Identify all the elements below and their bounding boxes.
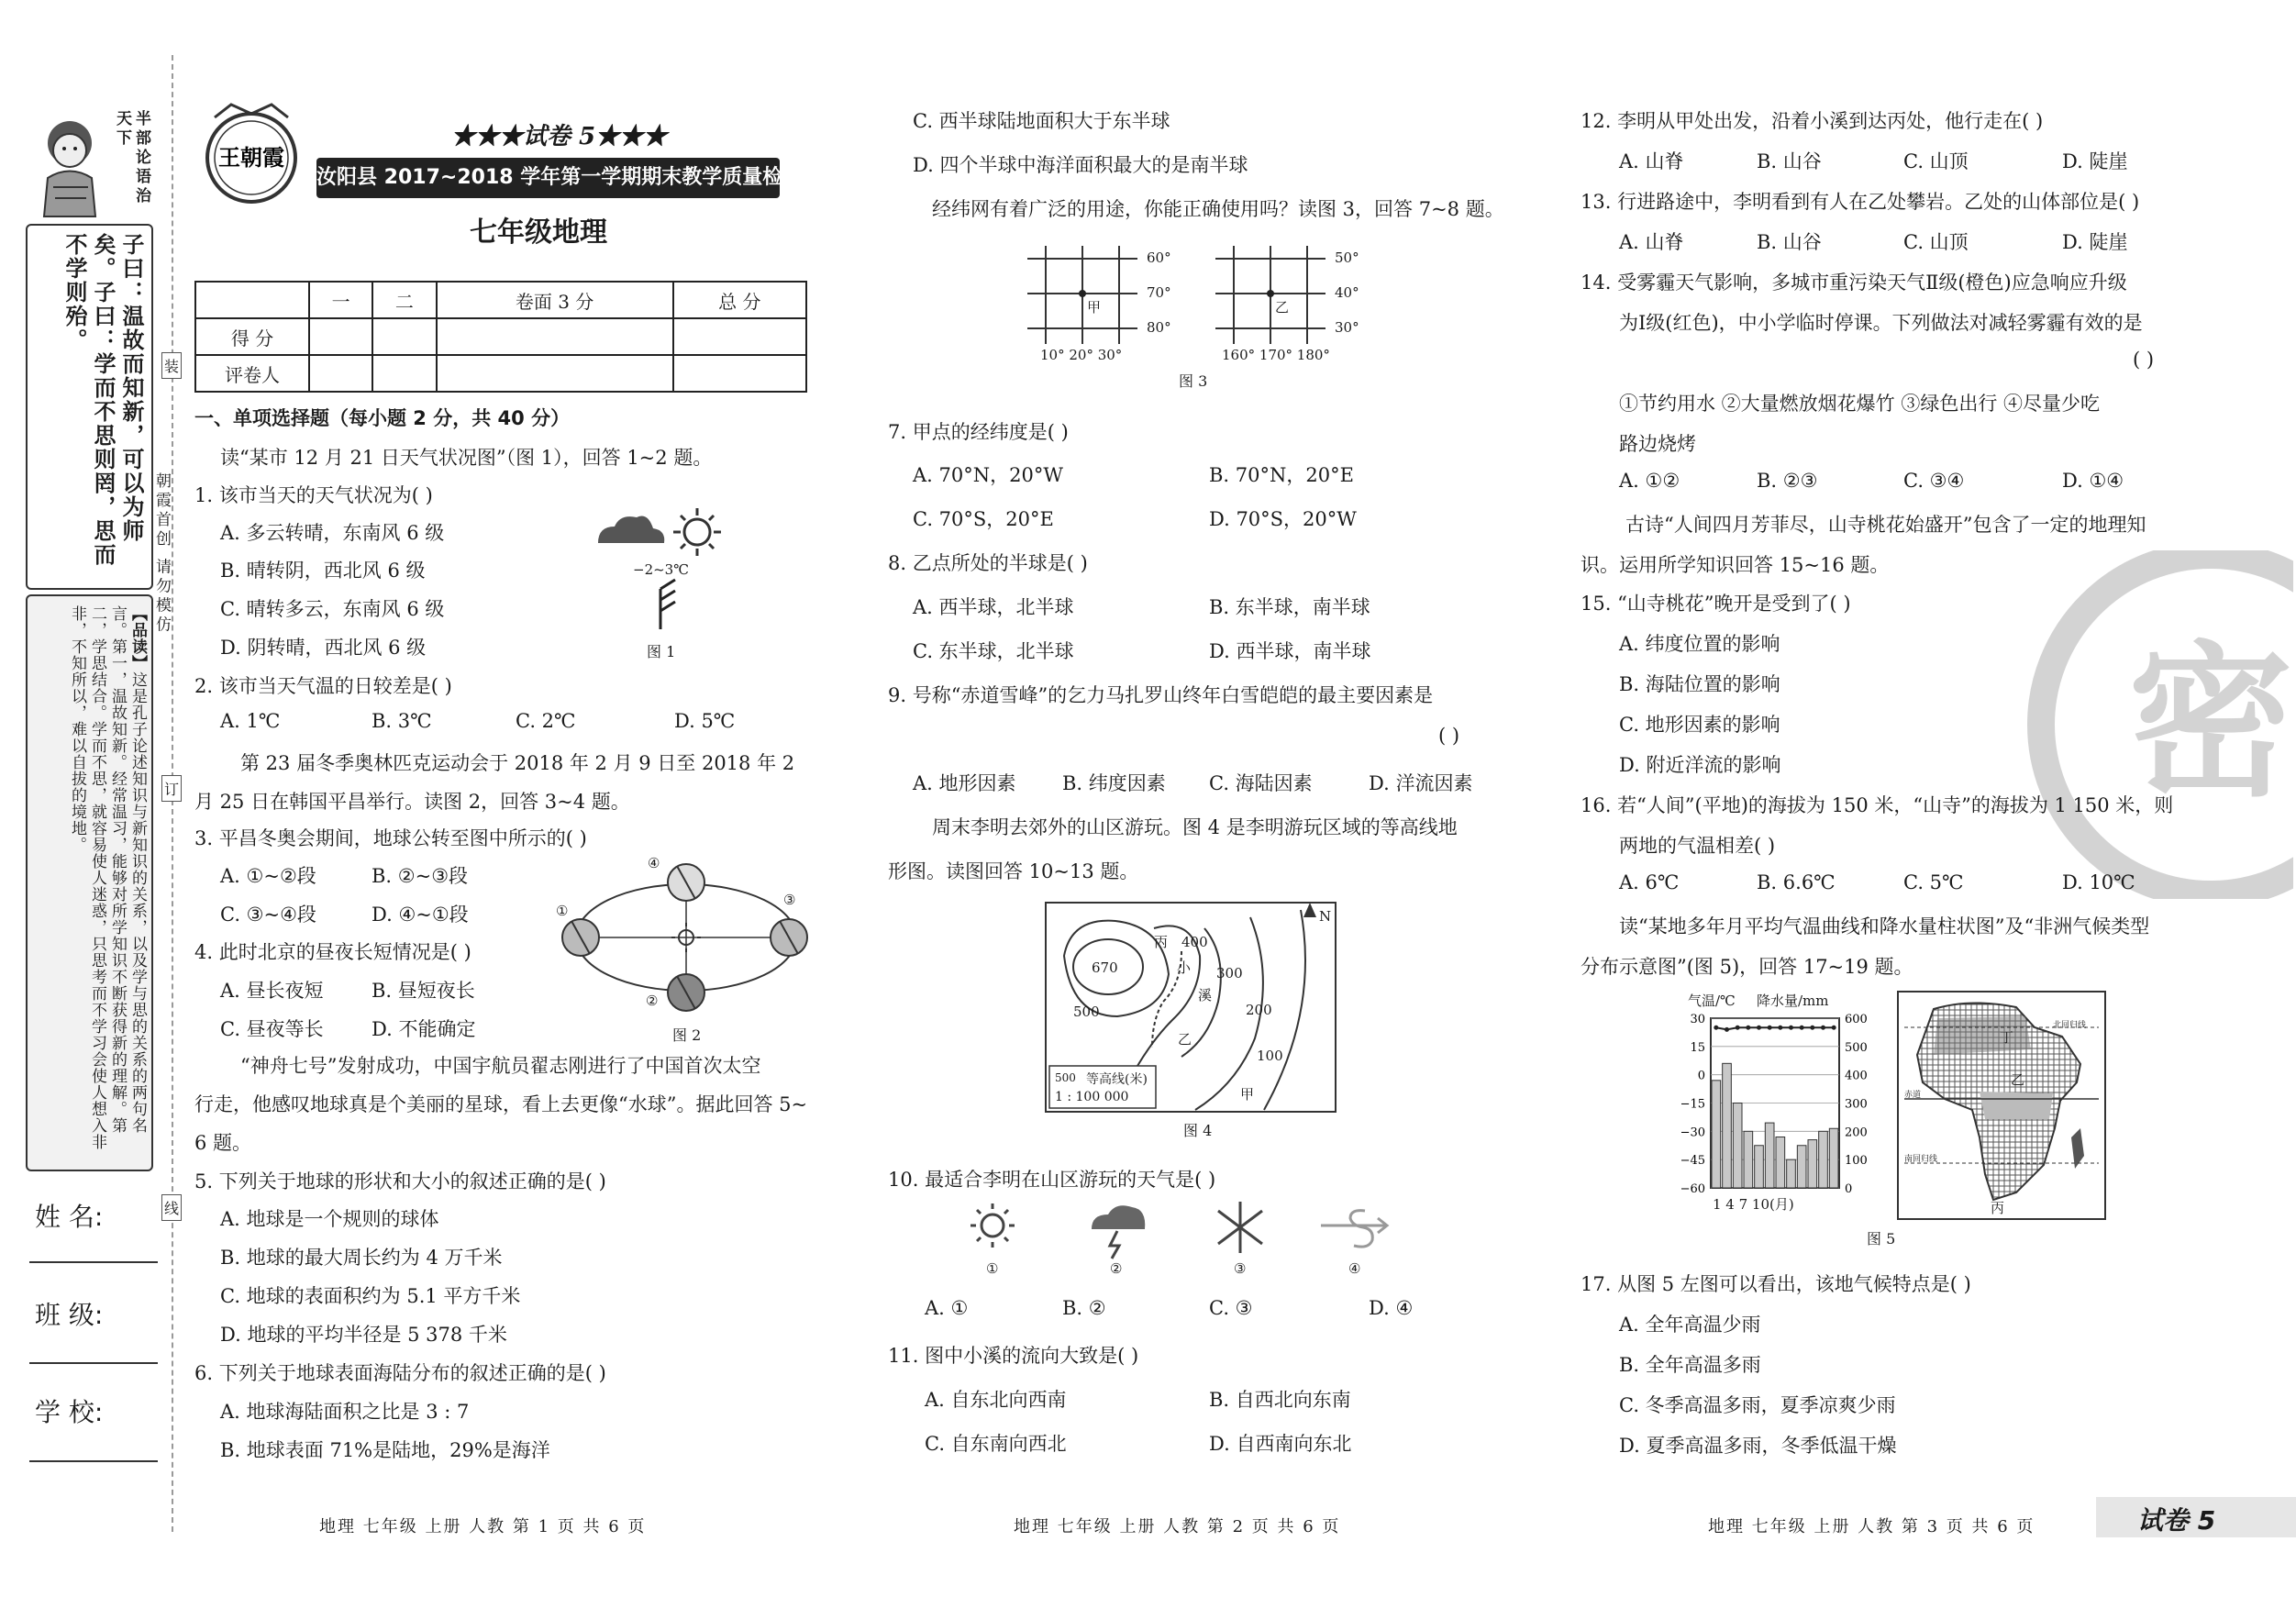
q16-option-c[interactable]: C. 5℃ [1903, 871, 1964, 893]
q16-option-a[interactable]: A. 6℃ [1619, 871, 1680, 893]
temperature-point [1832, 1026, 1836, 1030]
q7-option-c[interactable]: C. 70°S，20°E [913, 508, 1054, 530]
q12: 12. 李明从甲处出发，沿着小溪到达丙处，他行走在( ) [1581, 110, 2044, 132]
score-cell[interactable] [437, 318, 673, 355]
right-tick-label: 200 [1845, 1126, 1868, 1140]
fig3-lat-80: 80° [1147, 319, 1171, 336]
q1: 1. 该市当天的天气状况为( ) [194, 484, 433, 506]
q7-option-a[interactable]: A. 70°N，20°W [913, 464, 1063, 486]
fig3-lon-right: 160° 170° 180° [1222, 347, 1330, 363]
page-footer-2: 地理 七年级 上册 人教 第 2 页 共 6 页 [1014, 1517, 1341, 1536]
q1-option-b[interactable]: B. 晴转阴，西北风 6 级 [220, 560, 426, 582]
point-yi [1267, 290, 1274, 297]
climate-chart-svg [1665, 1009, 1885, 1211]
q5: 5. 下列关于地球的形状和大小的叙述正确的是( ) [194, 1170, 606, 1192]
fig4-caption: 图 4 [1183, 1122, 1213, 1139]
q10-weather-icons [954, 1198, 1394, 1290]
seal-char-2: 订 [161, 775, 182, 802]
q10-option-a[interactable]: A. ① [925, 1297, 969, 1319]
q2-option-d[interactable]: D. 5℃ [674, 710, 736, 732]
school-label: 学 校: [35, 1397, 104, 1427]
watermark-char: 密 [2127, 627, 2293, 819]
score-cell[interactable] [372, 318, 436, 355]
fig1-temp: −2~3℃ [633, 561, 690, 578]
q6-option-c[interactable]: C. 西半球陆地面积大于东半球 [913, 110, 1170, 132]
q2-option-b[interactable]: B. 3℃ [372, 710, 432, 732]
right-tick-label: 0 [1845, 1182, 1853, 1196]
right-tick-label: 600 [1845, 1013, 1868, 1026]
precip-bar [1797, 1146, 1806, 1188]
intro-1: 读“某市 12 月 21 日天气状况图”（图 1），回答 1~2 题。 [220, 447, 713, 469]
quote-text: 子曰：温故而知新，可以为师矣。子曰：学而不思则罔，思而不学则殆。 [61, 233, 145, 567]
q12-option-d[interactable]: D. 陡崖 [2062, 150, 2128, 172]
q15-option-a[interactable]: A. 纬度位置的影响 [1619, 633, 1780, 655]
q11-option-b[interactable]: B. 自西北向东南 [1209, 1389, 1351, 1411]
class-label: 班 级: [35, 1300, 104, 1330]
q9-option-d[interactable]: D. 洋流因素 [1369, 772, 1473, 794]
left-tick-label: 15 [1690, 1040, 1705, 1055]
q17-option-b[interactable]: B. 全年高温多雨 [1619, 1354, 1761, 1376]
fig3-lon-left: 10° 20° 30° [1040, 347, 1123, 363]
q3-option-c[interactable]: C. ③~④段 [220, 904, 316, 926]
precip-bar [1819, 1131, 1828, 1188]
score-h0 [195, 282, 309, 318]
logo [194, 101, 314, 206]
q14-line-3: ①节约用水 ②大量燃放烟花爆竹 ③绿色出行 ④尽量少吃 [1619, 393, 2101, 415]
grader-row-label: 评卷人 [195, 355, 309, 392]
intro-3b: 行走，他感叹地球真是个美丽的星球，看上去更像“水球”。据此回答 5~ [194, 1093, 808, 1115]
q15: 15. “山寺桃花”晚开是受到了( ) [1581, 593, 1851, 615]
q8-option-a[interactable]: A. 西半球，北半球 [913, 596, 1074, 618]
q17-option-a[interactable]: A. 全年高温少雨 [1619, 1314, 1761, 1336]
fig2-label-3: ③ [783, 892, 796, 908]
fig4-yi: 乙 [1178, 1031, 1192, 1048]
q12-option-c[interactable]: C. 山顶 [1903, 150, 1969, 172]
temperature-point [1736, 1026, 1740, 1030]
left-tick-label: 30 [1690, 1013, 1705, 1026]
map-label-tropic-south: 南回归线 [1904, 1155, 1938, 1164]
quote-box [26, 224, 153, 590]
fig3-lat-50: 50° [1335, 250, 1359, 266]
grader-cell[interactable] [673, 355, 806, 392]
q12-option-a[interactable]: A. 山脊 [1619, 150, 1684, 172]
q11-option-c[interactable]: C. 自东南向西北 [925, 1433, 1067, 1455]
left-tick-label: 0 [1697, 1069, 1705, 1083]
q6-option-b[interactable]: B. 地球表面 71%是陆地，29%是海洋 [220, 1439, 550, 1461]
fig5-ylabel-right: 降水量/mm [1757, 993, 1829, 1009]
right-tick-label: 100 [1845, 1154, 1868, 1169]
map-label-yi: 乙 [2011, 1071, 2025, 1088]
score-table [194, 281, 807, 393]
q3-option-b[interactable]: B. ②~③段 [372, 865, 469, 887]
q4-option-a[interactable]: A. 昼长夜短 [220, 980, 324, 1002]
earth-position-3-icon [771, 919, 807, 956]
seal-char-3: 线 [161, 1194, 182, 1221]
fig4-scale: 1 : 100 000 [1055, 1090, 1129, 1104]
fig3-pt-yi: 乙 [1275, 299, 1290, 316]
fig4-200: 200 [1246, 1002, 1272, 1018]
fig5-caption: 图 5 [1867, 1230, 1896, 1248]
q2-option-a[interactable]: A. 1℃ [220, 710, 281, 732]
logo-text: 王朝霞 [218, 144, 284, 171]
precip-bar [1776, 1137, 1785, 1189]
intro-5a: 周末李明去郊外的山区游玩。图 4 是李明游玩区域的等高线地 [932, 816, 1458, 838]
precip-bar [1808, 1140, 1817, 1188]
intro-5b: 形图。读图回答 10~13 题。 [888, 860, 1139, 882]
q6-option-a[interactable]: A. 地球海陆面积之比是 3 : 7 [220, 1401, 470, 1423]
q10-icon-label-2: ② [1110, 1260, 1123, 1277]
intro-6a: 古诗“人间四月芳菲尽，山寺桃花始盛开”包含了一定的地理知 [1625, 514, 2146, 536]
temperature-point [1725, 1027, 1729, 1032]
reading-body: 这是孔子论述知识与新知识的关系，以及学与思的关系的两句名言。第一，温故知新。经常温习，能够对所学知识不断获得新的理解。第二，学思结合。学而不思，就容易使人迷惑，只思考而不学习会使人想入非非，不知所以，难以自拔的境地。 [68, 605, 147, 1150]
precip-bar [1744, 1131, 1753, 1188]
q11: 11. 图中小溪的流向大致是( ) [888, 1345, 1139, 1367]
sun-icon [673, 508, 721, 556]
fig5-xlabel: 1 4 7 10(月) [1713, 1196, 1794, 1213]
intro-4: 经纬网有着广泛的用途，你能正确使用吗？读图 3，回答 7~8 题。 [932, 198, 1504, 220]
intro-2a: 第 23 届冬季奥林匹克运动会于 2018 年 2 月 9 日至 2018 年 2 [240, 752, 795, 774]
fig3-lat-40: 40° [1335, 284, 1359, 301]
sidebar [26, 108, 150, 1172]
temperature-point [1810, 1026, 1814, 1030]
fig5-ylabel-left: 气温/℃ [1688, 993, 1736, 1009]
fig3-caption: 图 3 [1179, 372, 1208, 390]
q3-option-a[interactable]: A. ①~②段 [220, 865, 316, 887]
earth-position-4-icon [668, 864, 704, 901]
q8-option-b[interactable]: B. 东半球，南半球 [1209, 596, 1370, 618]
fig3-lat-70: 70° [1147, 284, 1171, 301]
grader-cell[interactable] [437, 355, 673, 392]
temperature-point [1757, 1026, 1761, 1030]
q8-option-d[interactable]: D. 西半球，南半球 [1209, 640, 1371, 662]
fig4-xiao: 小 [1177, 959, 1192, 976]
page-footer-1: 地理 七年级 上册 人教 第 1 页 共 6 页 [319, 1517, 647, 1536]
precip-bar [1829, 1128, 1838, 1188]
score-cell[interactable] [309, 318, 372, 355]
q11-option-a[interactable]: A. 自东北向西南 [925, 1389, 1067, 1411]
score-h4: 总 分 [673, 282, 806, 318]
fig4-legend-val: 500 [1055, 1071, 1076, 1084]
point-jia [1079, 290, 1086, 297]
figure-2 [549, 846, 824, 1043]
section-heading: 一、单项选择题（每小题 2 分，共 40 分） [194, 407, 571, 429]
q1-option-d[interactable]: D. 阴转晴，西北风 6 级 [220, 637, 427, 659]
temperature-point [1714, 1026, 1718, 1030]
page-footer-3: 地理 七年级 上册 人教 第 3 页 共 6 页 [1708, 1517, 2035, 1536]
q9: 9. 号称“赤道雪峰”的乞力马扎罗山终年白雪皑皑的最主要因素是 [888, 684, 1434, 706]
q5-option-a[interactable]: A. 地球是一个规则的球体 [220, 1208, 439, 1230]
right-tick-label: 400 [1845, 1069, 1868, 1083]
right-tick-label: 500 [1845, 1040, 1868, 1055]
q3: 3. 平昌冬奥会期间，地球公转至图中所示的( ) [194, 827, 587, 849]
q9-option-a[interactable]: A. 地形因素 [913, 772, 1016, 794]
q12-option-b[interactable]: B. 山谷 [1757, 150, 1822, 172]
subject-title: 七年级地理 [470, 216, 607, 249]
q7: 7. 甲点的经纬度是( ) [888, 421, 1069, 443]
map-label-tropic-north: 北回归线 [2053, 1021, 2087, 1030]
left-tick-label: −15 [1680, 1097, 1705, 1112]
q13-option-c[interactable]: C. 山顶 [1903, 231, 1969, 253]
fig2-label-1: ① [556, 903, 569, 919]
score-h2: 二 [372, 282, 436, 318]
intro-3a: “神舟七号”发射成功，中国宇航员翟志刚进行了中国首次太空 [240, 1055, 761, 1077]
intro-6b: 识。运用所学知识回答 15~16 题。 [1581, 554, 1890, 576]
class-field[interactable] [29, 1362, 158, 1364]
temperature-point [1821, 1026, 1825, 1030]
fig4-400: 400 [1181, 934, 1208, 950]
q17-option-c[interactable]: C. 冬季高温多雨，夏季凉爽少雨 [1619, 1394, 1896, 1416]
seal-char-1: 装 [161, 352, 182, 379]
temperature-point [1778, 1026, 1782, 1030]
q14-line-1: 14. 受雾霾天气影响，多城市重污染天气Ⅱ级(橙色)应急响应升级 [1581, 272, 2127, 294]
sandstorm-icon [1321, 1211, 1387, 1247]
q7-option-d[interactable]: D. 70°S，20°W [1209, 508, 1357, 530]
fig2-label-4: ④ [648, 855, 660, 871]
q17-option-d[interactable]: D. 夏季高温多雨，冬季低温干燥 [1619, 1435, 1897, 1457]
fig4-500: 500 [1073, 1004, 1100, 1020]
q7-option-b[interactable]: B. 70°N，20°E [1209, 464, 1354, 486]
q10-option-b[interactable]: B. ② [1062, 1297, 1106, 1319]
name-label: 姓 名: [35, 1202, 104, 1232]
temperature-point [1789, 1026, 1793, 1030]
fig3-pt-jia: 甲 [1087, 299, 1102, 316]
q6: 6. 下列关于地球表面海陆分布的叙述正确的是( ) [194, 1362, 606, 1384]
q6-option-d[interactable]: D. 四个半球中海洋面积最大的是南半球 [913, 154, 1248, 176]
q16-line-2: 两地的气温相差( ) [1619, 835, 1776, 857]
right-tick-label: 300 [1845, 1097, 1868, 1112]
earth-position-2-icon [668, 974, 704, 1011]
figure-4 [1044, 901, 1337, 1139]
watermark-seal [2027, 550, 2293, 899]
binding-note: 朝霞首创 请勿模仿 [152, 472, 171, 636]
reading-text [67, 605, 148, 1160]
q9-paren: ( ) [1438, 725, 1460, 747]
q5-option-c[interactable]: C. 地球的表面积约为 5.1 平方千米 [220, 1285, 521, 1307]
fig4-300: 300 [1216, 965, 1243, 981]
left-tick-label: −30 [1680, 1126, 1705, 1140]
q10-option-d[interactable]: D. ④ [1369, 1297, 1414, 1319]
snow-icon [1218, 1202, 1262, 1253]
q9-option-b[interactable]: B. 纬度因素 [1062, 772, 1166, 794]
figure-5-map [1897, 991, 2106, 1220]
figure-1 [587, 505, 734, 665]
precip-bar [1712, 1081, 1721, 1188]
fig1-caption: 图 1 [647, 643, 676, 660]
q14-option-c[interactable]: C. ③④ [1903, 470, 1965, 492]
score-row-label: 得 分 [195, 318, 309, 355]
sunny-icon [971, 1203, 1015, 1248]
q4-option-b[interactable]: B. 昼短夜长 [372, 980, 475, 1002]
q15-option-c[interactable]: C. 地形因素的影响 [1619, 714, 1780, 736]
fig2-label-2: ② [646, 993, 659, 1009]
fig4-xi: 溪 [1198, 987, 1213, 1004]
q5-option-b[interactable]: B. 地球的最大周长约为 4 万千米 [220, 1247, 503, 1269]
map-label-bing: 丙 [1991, 1200, 2005, 1216]
q16-option-d[interactable]: D. 10℃ [2062, 871, 2135, 893]
temperature-point [1768, 1026, 1772, 1030]
q2: 2. 该市当天气温的日较差是( ) [194, 675, 452, 697]
score-cell[interactable] [673, 318, 806, 355]
name-field[interactable] [29, 1261, 158, 1263]
paper-number: ★★★试卷 5★★★ [451, 123, 668, 150]
exam-title: 汝阳县 2017~2018 学年第一学期期末教学质量检测试卷 [316, 166, 844, 189]
q14-option-d[interactable]: D. ①④ [2062, 470, 2124, 492]
temperature-point [1800, 1026, 1804, 1030]
q4-option-d[interactable]: D. 不能确定 [372, 1018, 476, 1040]
q3-option-d[interactable]: D. ④~①段 [372, 904, 469, 926]
q14-option-b[interactable]: B. ②③ [1757, 470, 1818, 492]
score-h3: 卷面 3 分 [437, 282, 673, 318]
q13-option-a[interactable]: A. 山脊 [1619, 231, 1684, 253]
reading-box [26, 594, 153, 1171]
q1-option-a[interactable]: A. 多云转晴，东南风 6 级 [220, 522, 445, 544]
fig3-lat-30: 30° [1335, 319, 1359, 336]
q8-option-c[interactable]: C. 东半球，北半球 [913, 640, 1074, 662]
fig3-lat-60: 60° [1147, 250, 1171, 266]
map-label-ding: 丁 [2000, 1029, 2014, 1046]
q17: 17. 从图 5 左图可以看出，该地气候特点是( ) [1581, 1273, 1971, 1295]
intro-3c: 6 题。 [194, 1132, 252, 1154]
fig4-100: 100 [1257, 1048, 1283, 1064]
grader-cell[interactable] [372, 355, 436, 392]
q9-option-c[interactable]: C. 海陆因素 [1209, 772, 1313, 794]
map-label-equator: 赤道 [1904, 1091, 1922, 1100]
q10: 10. 最适合李明在山区游玩的天气是( ) [888, 1169, 1216, 1191]
precip-bar [1755, 1146, 1764, 1188]
figure-3 [1018, 238, 1385, 390]
q14-paren: ( ) [2133, 349, 2155, 371]
q4: 4. 此时北京的昼夜长短情况是( ) [194, 941, 471, 963]
q16-option-b[interactable]: B. 6.6℃ [1757, 871, 1836, 893]
reading-label: 【品读】 [128, 605, 147, 671]
q1-option-c[interactable]: C. 晴转多云，东南风 6 级 [220, 598, 445, 620]
q2-option-c[interactable]: C. 2℃ [516, 710, 576, 732]
precip-bar [1787, 1159, 1796, 1188]
footer-badge: 试卷 5 [2137, 1505, 2216, 1536]
precip-bar [1723, 1063, 1732, 1188]
cloud-icon [598, 516, 664, 544]
precip-bar [1765, 1123, 1774, 1188]
q10-icon-label-3: ③ [1234, 1260, 1247, 1277]
fig4-jia: 甲 [1240, 1086, 1255, 1103]
q4-option-c[interactable]: C. 昼夜等长 [220, 1018, 324, 1040]
figure-5-chart [1665, 991, 1885, 1215]
intro-2b: 月 25 日在韩国平昌举行。读图 2，回答 3~4 题。 [194, 791, 630, 813]
school-field[interactable] [29, 1460, 158, 1462]
fig2-caption: 图 2 [672, 1026, 702, 1044]
thunderstorm-icon [1092, 1205, 1145, 1259]
left-tick-label: −45 [1680, 1154, 1705, 1169]
q13-option-b[interactable]: B. 山谷 [1757, 231, 1822, 253]
temperature-point [1746, 1026, 1750, 1030]
q10-icon-label-1: ① [986, 1260, 999, 1277]
left-tick-label: −60 [1680, 1182, 1705, 1196]
q14-line-4: 路边烧烤 [1619, 433, 1696, 455]
exam-title-bar [316, 158, 844, 198]
fig4-bing: 丙 [1154, 934, 1169, 950]
q10-option-c[interactable]: C. ③ [1209, 1297, 1253, 1319]
q10-icon-label-4: ④ [1348, 1260, 1361, 1277]
wind-icon [660, 580, 675, 629]
fig4-legend: 等高线(米) [1086, 1072, 1148, 1087]
score-h1: 一 [309, 282, 372, 318]
q15-option-b[interactable]: B. 海陆位置的影响 [1619, 673, 1780, 695]
mascot-image [35, 114, 108, 219]
q5-option-d[interactable]: D. 地球的平均半径是 5 378 千米 [220, 1324, 507, 1346]
earth-position-1-icon [562, 919, 599, 956]
q14-option-a[interactable]: A. ①② [1619, 470, 1680, 492]
q14-line-2: 为Ⅰ级(红色)，中小学临时停课。下列做法对减轻雾霾有效的是 [1619, 312, 2143, 334]
q13-option-d[interactable]: D. 陡崖 [2062, 231, 2128, 253]
intro-7b: 分布示意图”(图 5)，回答 17~19 题。 [1581, 956, 1913, 978]
q15-option-d[interactable]: D. 附近洋流的影响 [1619, 754, 1781, 776]
fig4-670: 670 [1092, 959, 1118, 976]
intro-7a: 读“某地多年月平均气温曲线和降水量柱状图”及“非洲气候类型 [1619, 915, 2150, 937]
q8: 8. 乙点所处的半球是( ) [888, 552, 1088, 574]
q11-option-d[interactable]: D. 自西南向东北 [1209, 1433, 1352, 1455]
series-title: 半部论语治天下 [113, 110, 150, 206]
grader-cell[interactable] [309, 355, 372, 392]
north-arrow-label: N [1319, 908, 1332, 925]
precip-bar [1733, 1103, 1742, 1189]
q13: 13. 行进路途中，李明看到有人在乙处攀岩。乙处的山体部位是( ) [1581, 191, 2140, 213]
q16-line-1: 16. 若“人间”(平地)的海拔为 150 米，“山寺”的海拔为 1 150 米，则 [1581, 794, 2174, 816]
